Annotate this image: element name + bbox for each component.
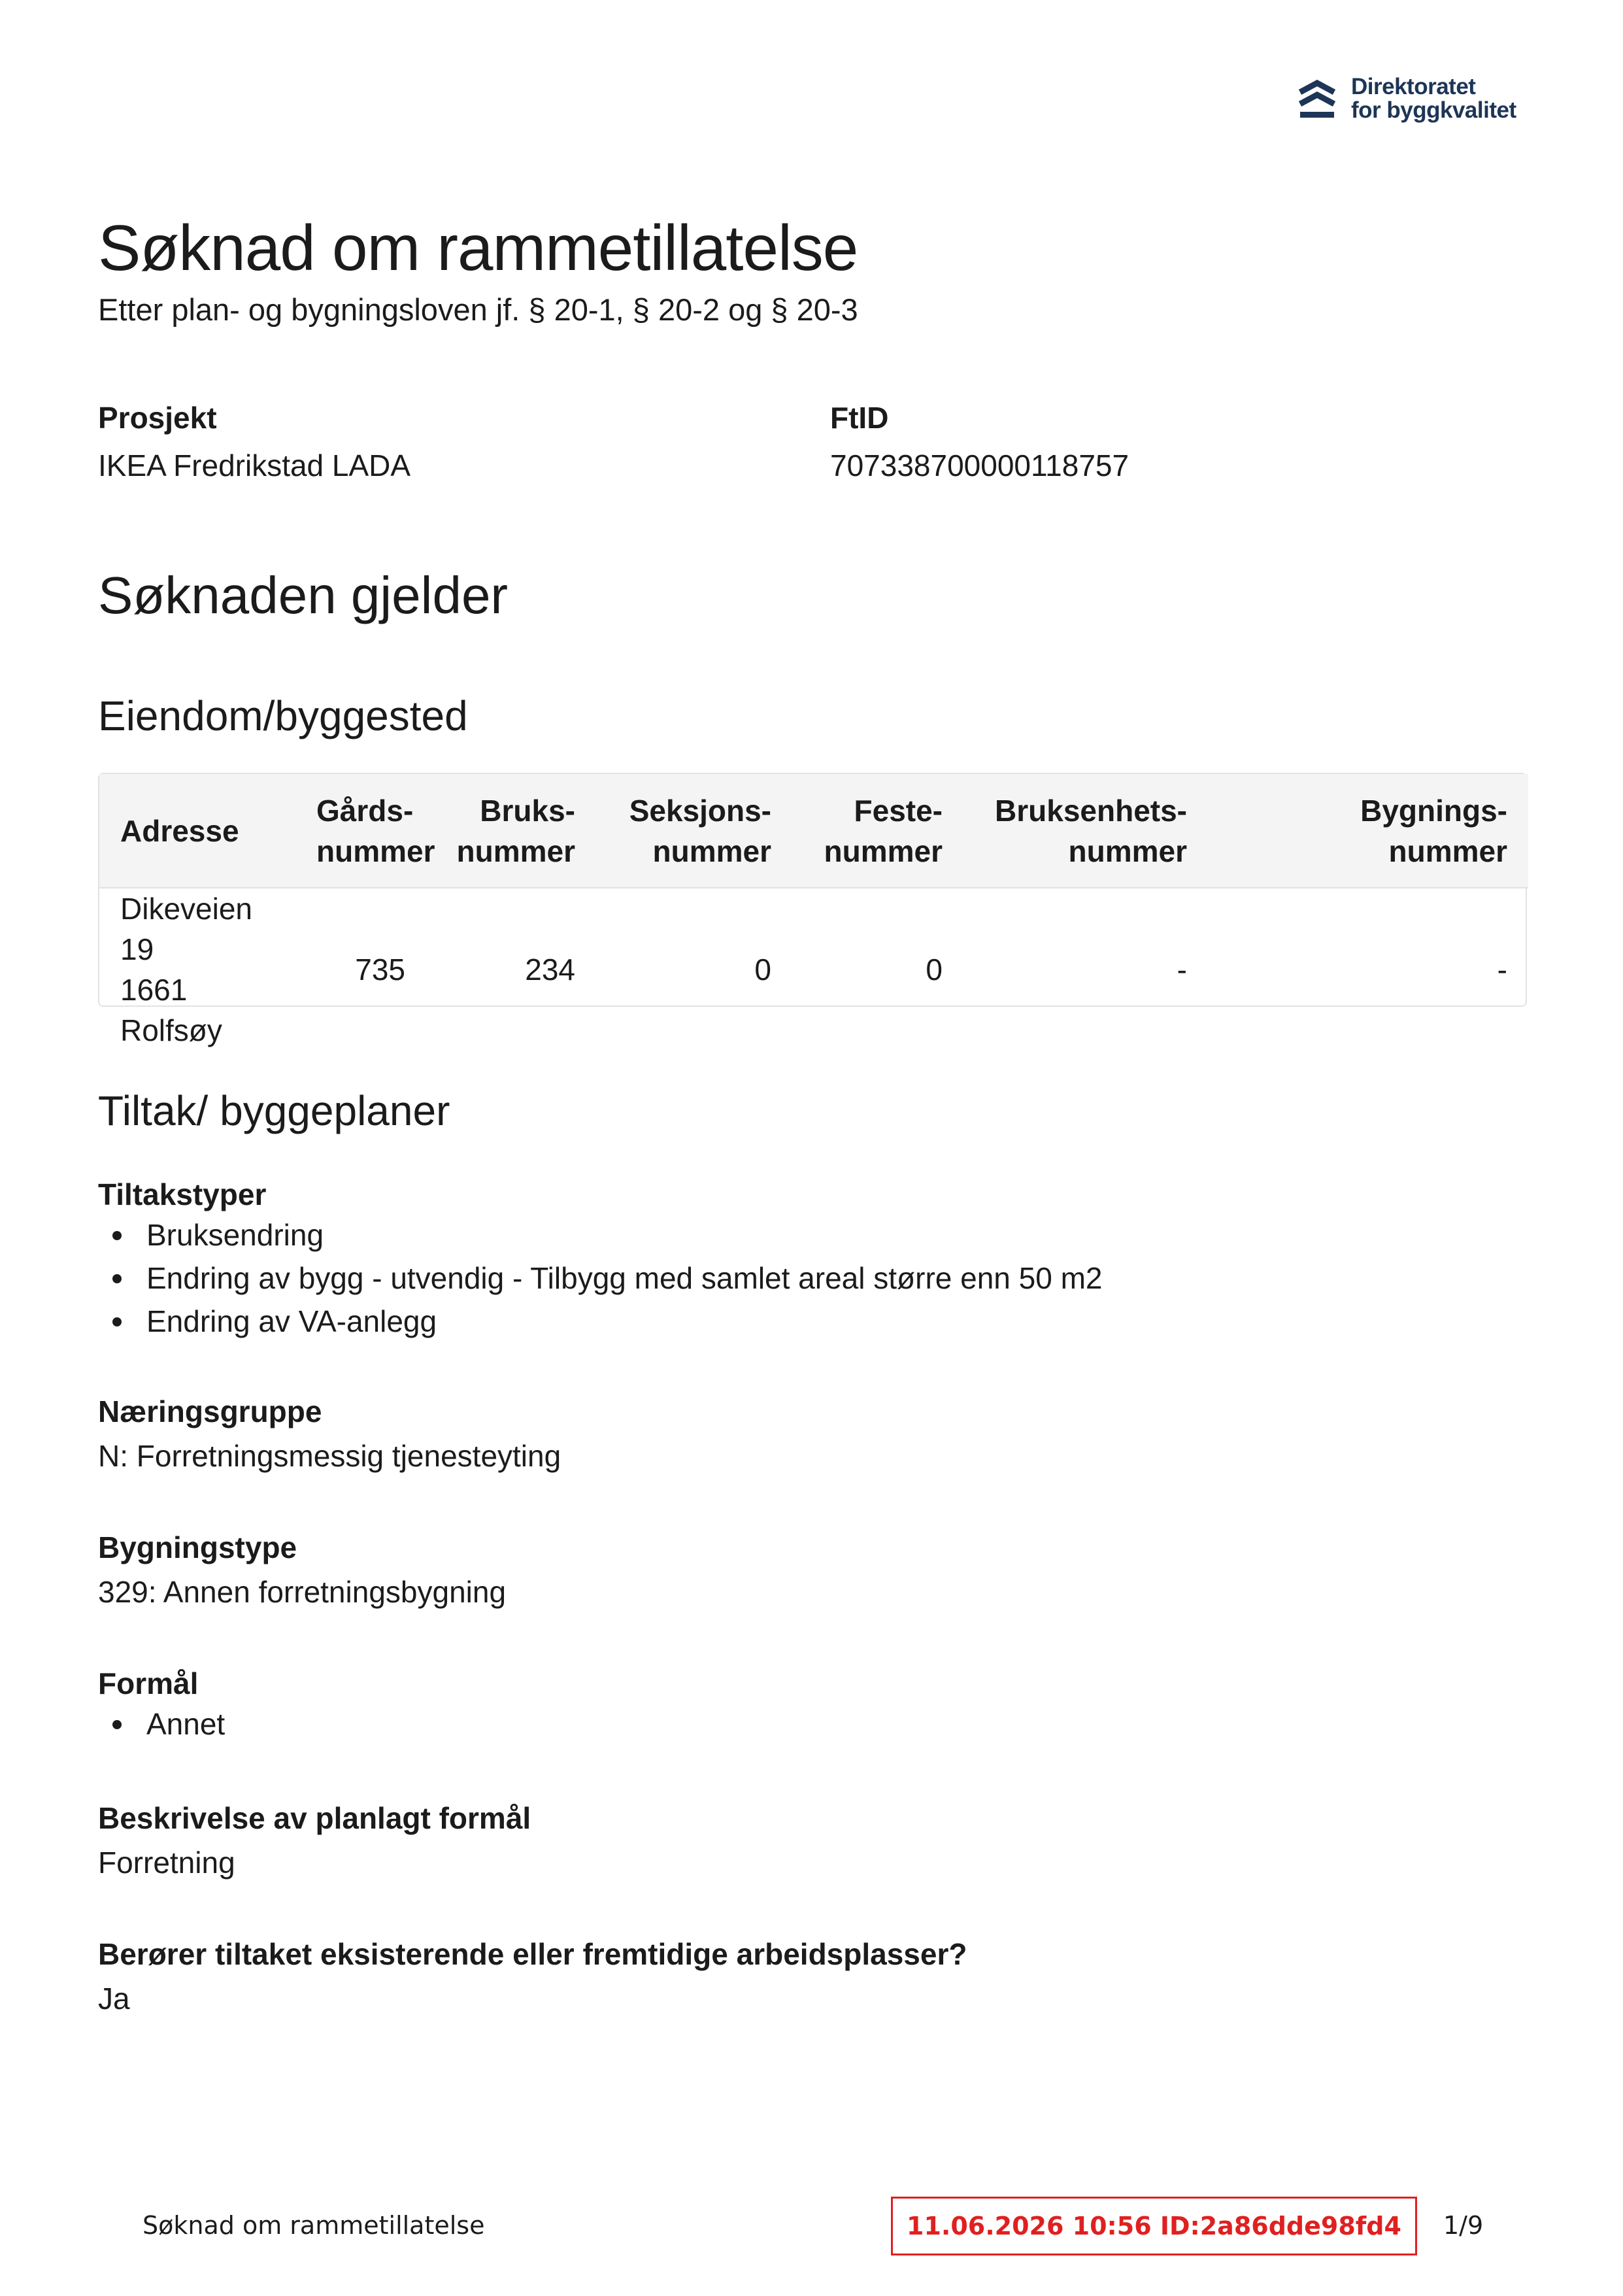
property-heading: Eiendom/byggested bbox=[98, 692, 468, 739]
cell-festenummer: 0 bbox=[926, 953, 943, 987]
page-number: 1/9 bbox=[1443, 2211, 1484, 2240]
ftid-label: FtID bbox=[830, 401, 889, 435]
dibk-logo bbox=[1297, 75, 1546, 127]
tiltak-heading: Tiltak/ byggeplaner bbox=[98, 1087, 450, 1134]
dibk-logo-icon bbox=[1297, 79, 1337, 122]
tiltakstyper-list bbox=[98, 1213, 1103, 1343]
cell-gardsnummer: 735 bbox=[355, 953, 405, 987]
project-value: IKEA Fredrikstad LADA bbox=[98, 448, 411, 482]
property-table bbox=[98, 773, 1527, 1047]
list-item: Bruksendring bbox=[98, 1213, 1103, 1257]
footer-title: Søknad om rammetillatelse bbox=[142, 2211, 485, 2240]
naeringsgruppe-label: Næringsgruppe bbox=[98, 1394, 322, 1428]
column-header-gardsnummer: Gårds- nummer bbox=[316, 793, 435, 868]
cell-adresse: Dikeveien 19 1661 Rolfsøy bbox=[120, 892, 252, 1047]
beskrivelse-value: Forretning bbox=[98, 1846, 235, 1880]
cell-bruksenhetsnummer: - bbox=[1177, 953, 1187, 987]
column-header-bygningsnummer: Bygnings- nummer bbox=[1360, 793, 1507, 868]
formaal-label: Formål bbox=[98, 1666, 199, 1700]
page-title: Søknad om rammetillatelse bbox=[98, 212, 858, 284]
logo-line-1: Direktoratet bbox=[1351, 74, 1476, 99]
naeringsgruppe-value: N: Forretningsmessig tjenesteyting bbox=[98, 1439, 561, 1473]
ftid-value: 707338700000118757 bbox=[830, 448, 1129, 482]
beskrivelse-label: Beskrivelse av planlagt formål bbox=[98, 1801, 531, 1835]
column-header-bruksnummer: Bruks- nummer bbox=[456, 793, 575, 868]
bygningstype-label: Bygningstype bbox=[98, 1530, 297, 1564]
list-item: Endring av VA-anlegg bbox=[98, 1300, 1103, 1343]
logo-text bbox=[1351, 75, 1516, 122]
list-item: Annet bbox=[98, 1702, 225, 1746]
section-title: Søknaden gjelder bbox=[98, 566, 509, 624]
bygningstype-value: 329: Annen forretningsbygning bbox=[98, 1575, 507, 1609]
column-header-bruksenhetsnummer: Bruksenhets- nummer bbox=[995, 793, 1187, 868]
list-item: Endring av bygg - utvendig - Tilbygg med samlet areal større enn 50 m2 bbox=[98, 1257, 1103, 1300]
project-label: Prosjekt bbox=[98, 401, 217, 435]
arbeidsplasser-label: Berører tiltaket eksisterende eller fremtidige arbeidsplasser? bbox=[98, 1937, 967, 1971]
cell-bygningsnummer: - bbox=[1497, 953, 1507, 987]
arbeidsplasser-value: Ja bbox=[98, 1982, 130, 2016]
cell-seksjonsnummer: 0 bbox=[754, 953, 771, 987]
column-header-adresse: Adresse bbox=[120, 813, 239, 848]
page-subtitle: Etter plan- og bygningsloven jf. § 20-1, § 20-2 og § 20-3 bbox=[98, 292, 858, 327]
tiltakstyper-label: Tiltakstyper bbox=[98, 1177, 267, 1211]
formaal-list bbox=[98, 1702, 225, 1746]
cell-bruksnummer: 234 bbox=[525, 953, 575, 987]
timestamp-stamp: 11.06.2026 10:56 ID:2a86dde98fd4 bbox=[891, 2197, 1417, 2255]
table-header-row bbox=[99, 774, 1528, 888]
table-row bbox=[99, 888, 1528, 1051]
column-header-seksjonsnummer: Seksjons- nummer bbox=[629, 793, 771, 868]
column-header-festenummer: Feste- nummer bbox=[824, 793, 943, 868]
logo-line-2: for byggkvalitet bbox=[1351, 97, 1516, 123]
